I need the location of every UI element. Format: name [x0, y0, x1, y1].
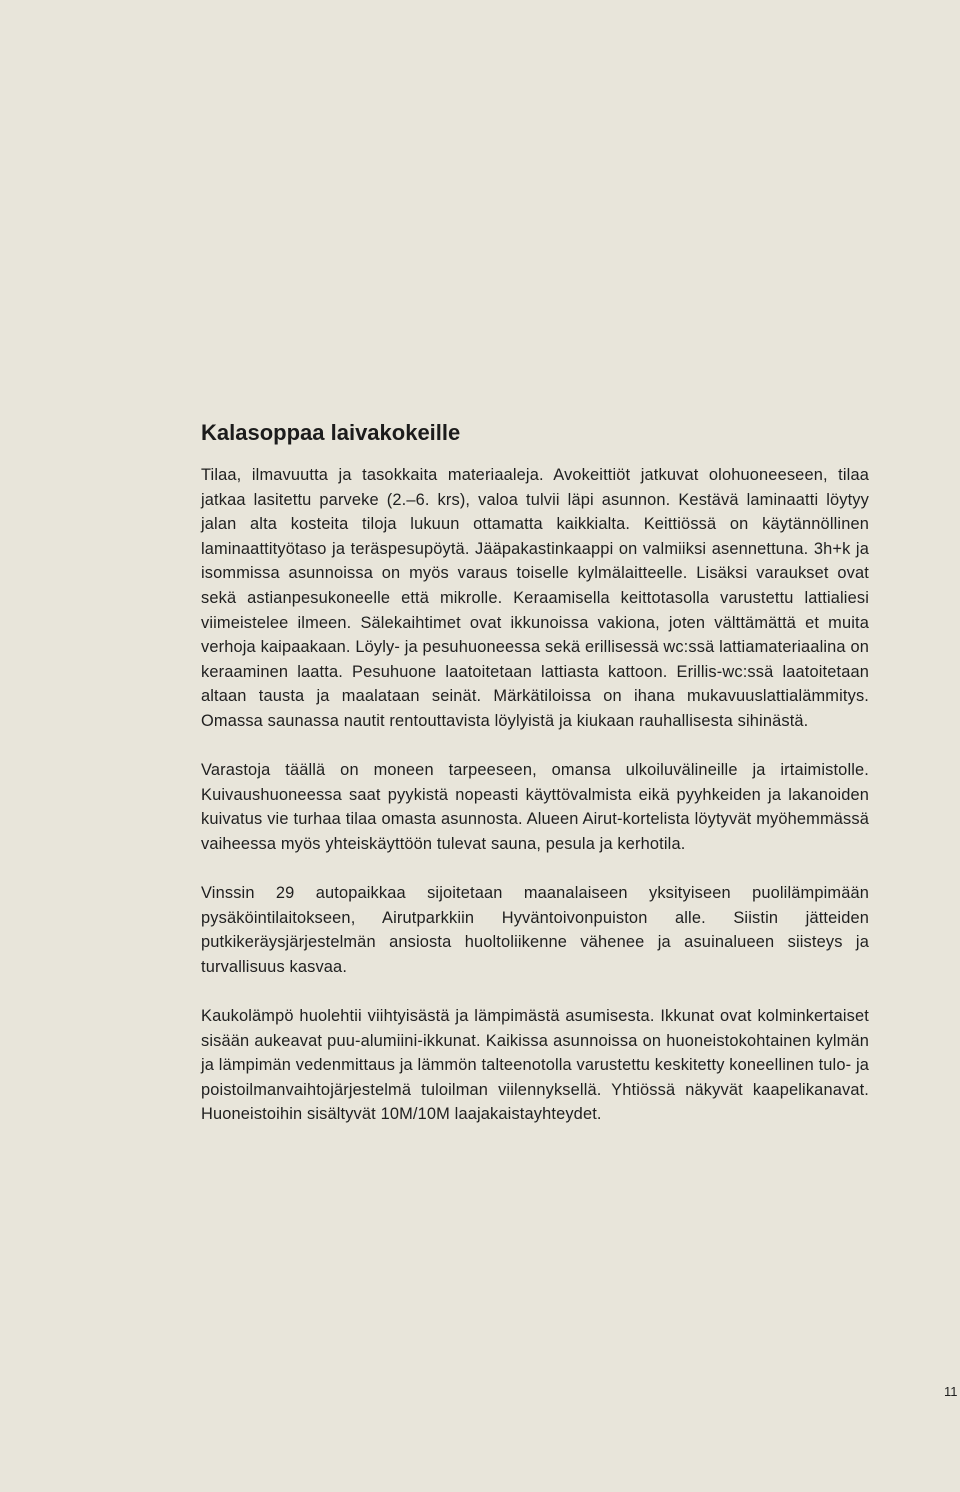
page-number: 11	[944, 1384, 958, 1399]
paragraph-heating: Kaukolämpö huolehtii viihtyisästä ja lämpimästä asumisesta. Ikkunat ovat kolminkertaiset sisään aukeavat puu-alumiini-ikkunat. Kaikissa asunnoissa on huoneistokohtainen kylmän ja lämpimän vedenmittaus ja lämmön talteenotolla varustettu keskitetty koneellinen tulo- ja poistoilmanvaihtojärjestelmä tuloilman viilennyksellä. Yhtiössä näkyvät kaapelikanavat. Huoneistoihin sisältyvät 10M/10M laajakaistayhteydet.	[201, 1007, 869, 1124]
paragraph-storage: Varastoja täällä on moneen tarpeeseen, omansa ulkoiluvälineille ja irtaimistolle. Kuivaushuoneessa saat pyykistä nopeasti käyttövalmista eikä pyyhkeiden ja lakanoiden kuivatus vie turhaa tilaa omasta asunnosta. Alueen Airut-kortelista löytyvät myöhemmässä vaiheessa myös yhteiskäyttöön tulevat sauna, pesula ja kerhotila.	[201, 761, 869, 853]
paragraph-interior: Tilaa, ilmavuutta ja tasokkaita materiaaleja. Avokeittiöt jatkuvat olohuoneeseen, tilaa jatkaa lasitettu parveke (2.–6. krs), valoa tulvii läpi asunnon. Kestävä laminaatti löytyy jalan alta kosteita tiloja lukuun ottamatta kaikkialta. Keittiössä on käytännöllinen laminaattityötaso ja teräspesupöytä. Jääpakastinkaappi on valmiiksi asennettuna. 3h+k ja isommissa asunnoissa on myös varaus toiselle kylmälaitteelle. Lisäksi varaukset ovat sekä astianpesukoneelle että mikrolle. Keraamisella keittotasolla varustettu lattialiesi viimeistelee ilmeen. Sälekaihtimet ovat ikkunoissa vakiona, joten välttämättä et muita verhoja kaipaakaan. Löyly- ja pesuhuoneessa sekä erillisessä wc:ssä lattiamateriaalina on keraaminen laatta. Pesuhuone laatoitetaan lattiasta kattoon. Erillis-wc:ssä laatoitetaan altaan tausta ja maalataan seinät. Märkätiloissa on ihana mukavuuslattialämmitys. Omassa saunassa nautit rentouttavista löylyistä ja kiukaan rauhallisesta sihinästä.	[201, 466, 869, 730]
article-heading: Kalasoppaa laivakokeille	[201, 420, 461, 445]
article	[201, 419, 869, 1152]
paragraph-parking: Vinssin 29 autopaikkaa sijoitetaan maanalaiseen yksityiseen puolilämpimään pysäköintilaitokseen, Airutparkkiin Hyväntoivonpuiston alle. Siistin jätteiden putkikeräysjärjestelmän ansiosta huoltoliikenne vähenee ja asuinalueen siisteys ja turvallisuus kasvaa.	[201, 884, 869, 976]
